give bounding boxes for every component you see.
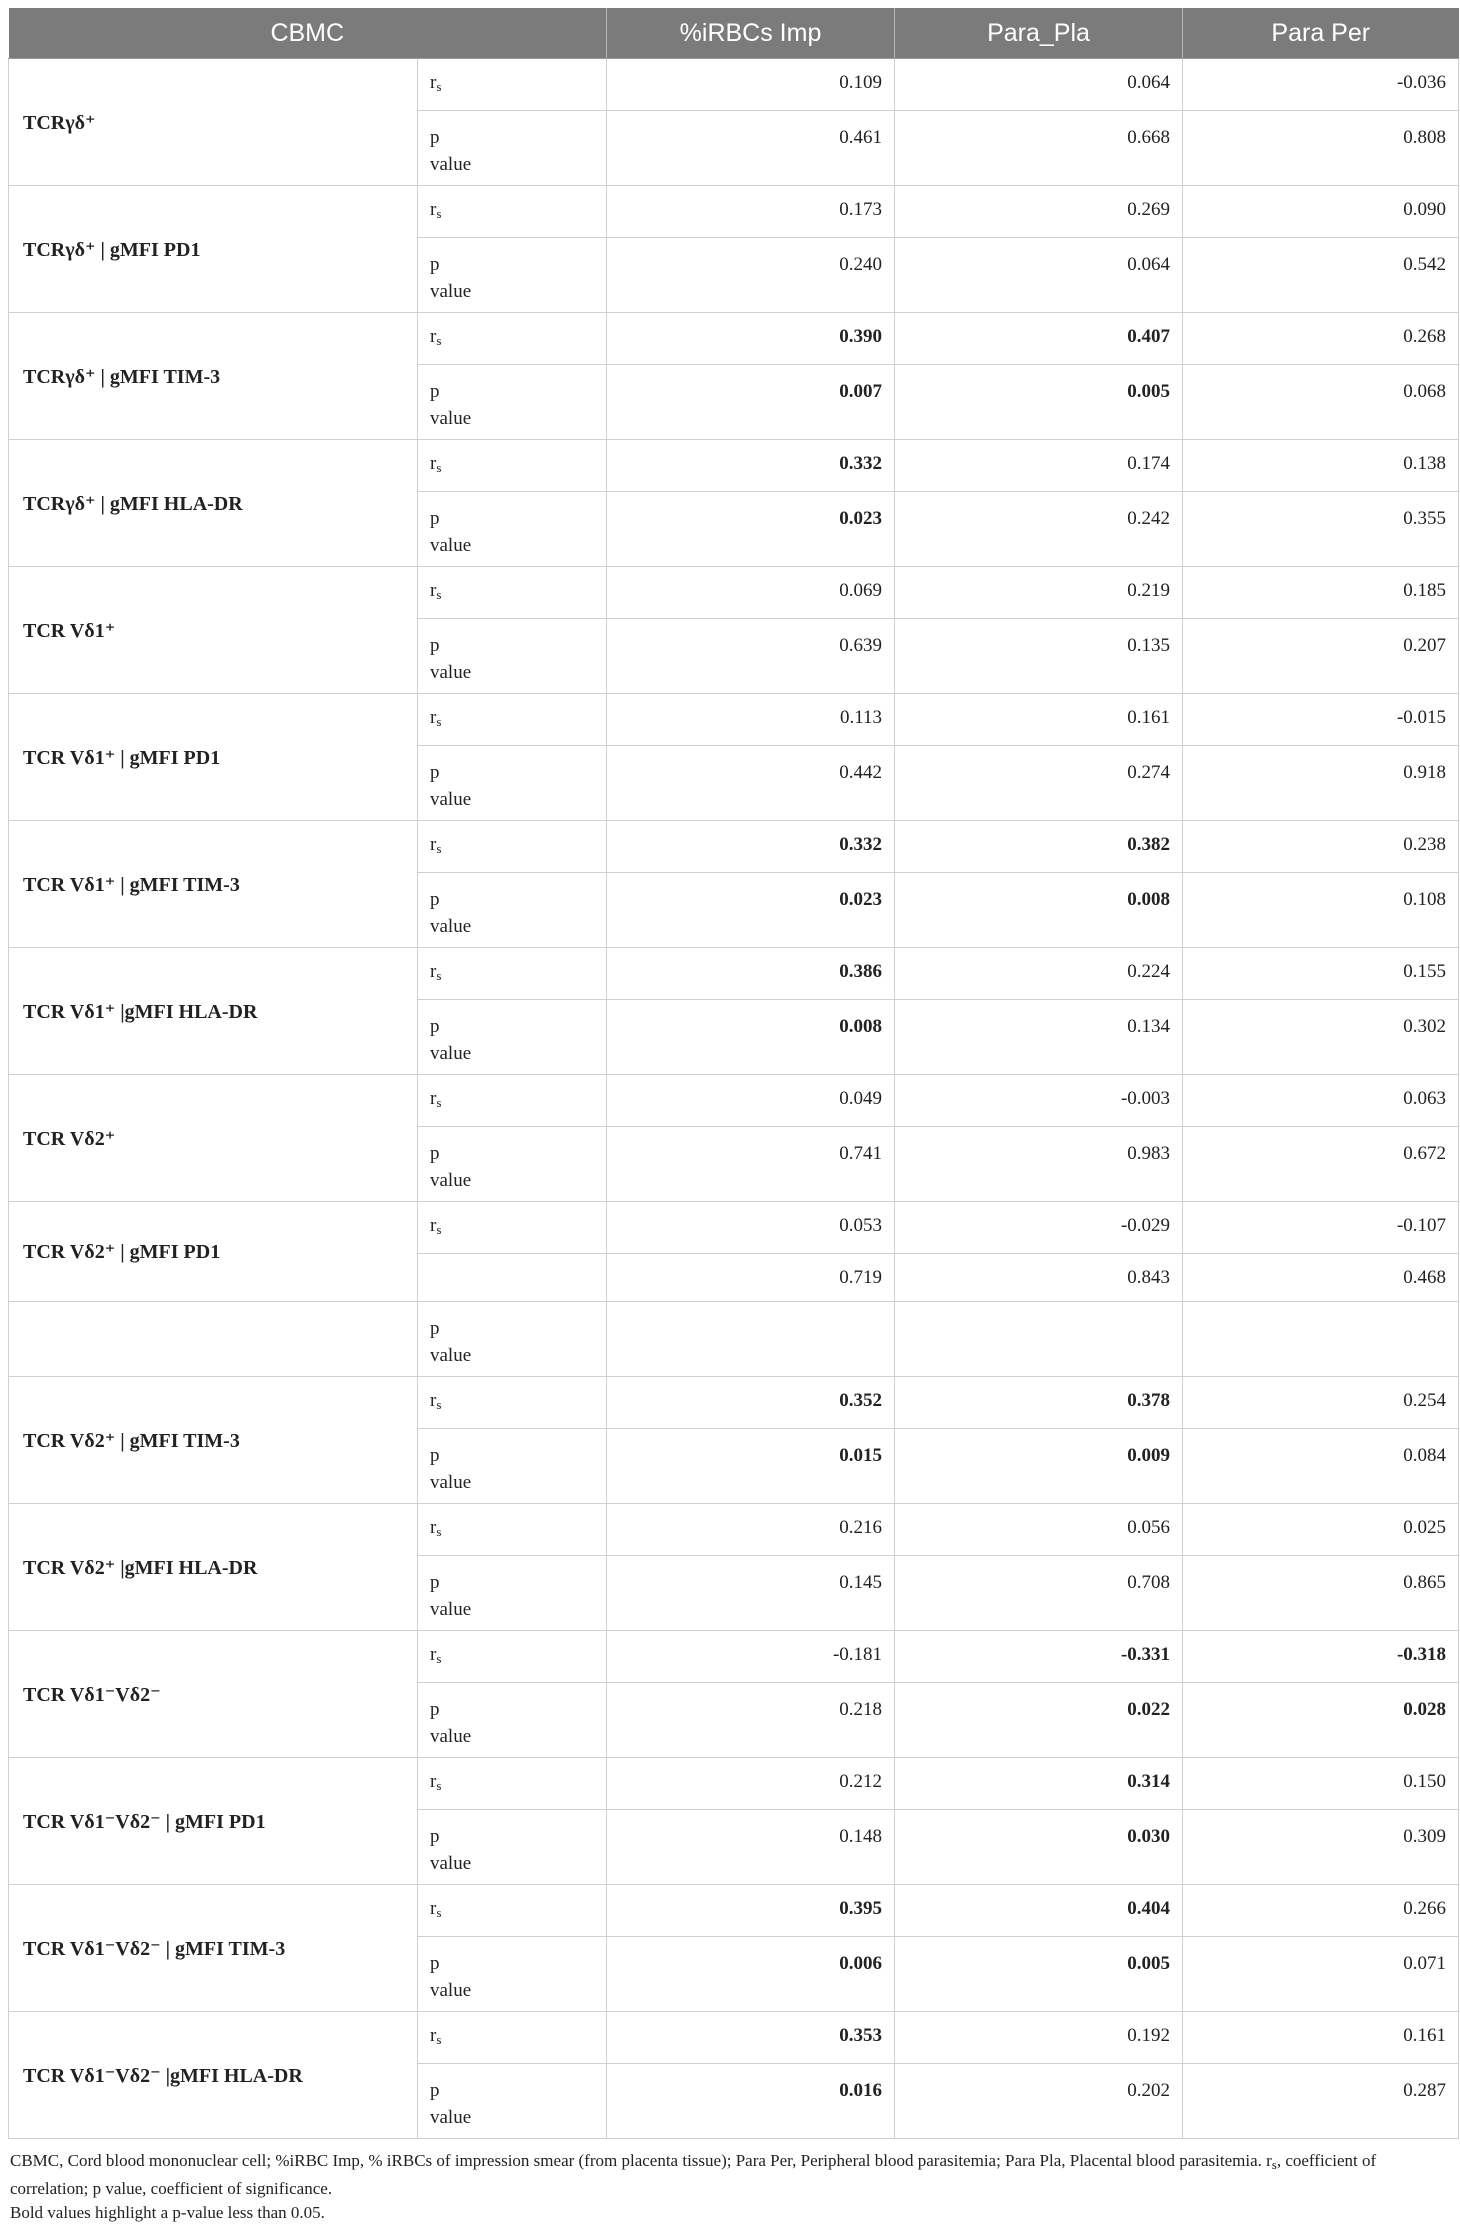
table-row xyxy=(9,440,1459,492)
rs-symbol: r xyxy=(430,834,437,855)
p-value-cell: 0.148 xyxy=(607,1810,895,1885)
p-value-word: value xyxy=(430,1472,472,1493)
rs-value-cell: 0.382 xyxy=(895,821,1183,873)
rs-subscript: s xyxy=(436,841,442,856)
table-row xyxy=(9,694,1459,746)
rs-subscript: s xyxy=(436,968,442,983)
p-value-cell: 0.028 xyxy=(1183,1683,1459,1758)
p-value-cell: 0.005 xyxy=(895,1937,1183,2012)
p-value-cell: 0.005 xyxy=(895,365,1183,440)
p-symbol: p xyxy=(430,381,440,402)
empty-cell xyxy=(607,1302,895,1377)
rs-value-cell: -0.036 xyxy=(1183,59,1459,111)
stat-label-rs xyxy=(418,1631,607,1683)
header-irbcs-imp: %iRBCs Imp xyxy=(607,8,895,59)
p-value-cell: 0.218 xyxy=(607,1683,895,1758)
rs-symbol: r xyxy=(430,961,437,982)
rs-symbol: r xyxy=(430,707,437,728)
p-value-cell: 0.023 xyxy=(607,873,895,948)
stat-label-p xyxy=(418,1000,607,1075)
rs-value-cell: -0.318 xyxy=(1183,1631,1459,1683)
p-symbol: p xyxy=(430,1572,440,1593)
p-value-word: value xyxy=(430,535,472,556)
rs-symbol: r xyxy=(430,1215,437,1236)
p-symbol: p xyxy=(430,635,440,656)
rs-value-cell: 0.386 xyxy=(607,948,895,1000)
rs-value-cell: 0.352 xyxy=(607,1377,895,1429)
p-value-cell: 0.134 xyxy=(895,1000,1183,1075)
stat-label-rs xyxy=(418,821,607,873)
row-label: TCRγδ⁺ | gMFI TIM-3 xyxy=(9,313,418,440)
rs-value-cell: 0.049 xyxy=(607,1075,895,1127)
p-value-cell: 0.068 xyxy=(1183,365,1459,440)
footnote-text-a: CBMC, Cord blood mononuclear cell; %iRBC Imp, % iRBCs of impression smear (from placenta tissue); Para Per, Peripheral blood parasitemia; Para Pla, Placental blood parasitemia. r xyxy=(10,2151,1272,2170)
table-row xyxy=(9,1631,1459,1683)
table-row xyxy=(9,821,1459,873)
p-symbol: p xyxy=(430,1445,440,1466)
p-value-cell: 0.015 xyxy=(607,1429,895,1504)
p-value-cell: 0.008 xyxy=(607,1000,895,1075)
rs-value-cell: 0.155 xyxy=(1183,948,1459,1000)
rs-subscript: s xyxy=(436,206,442,221)
rs-subscript: s xyxy=(436,1222,442,1237)
stat-label-p xyxy=(418,111,607,186)
rs-value-cell: 0.056 xyxy=(895,1504,1183,1556)
rs-value-cell: 0.407 xyxy=(895,313,1183,365)
rs-value-cell: 0.332 xyxy=(607,440,895,492)
row-label: TCRγδ⁺ | gMFI HLA-DR xyxy=(9,440,418,567)
row-label: TCR Vδ1⁺ xyxy=(9,567,418,694)
row-label: TCR Vδ1⁻Vδ2⁻ | gMFI TIM-3 xyxy=(9,1885,418,2012)
rs-subscript: s xyxy=(436,1524,442,1539)
rs-symbol: r xyxy=(430,453,437,474)
p-value-word: value xyxy=(430,662,472,683)
stat-label-rs xyxy=(418,1202,607,1254)
table-container xyxy=(8,8,1458,2225)
table-body xyxy=(9,59,1459,2139)
rs-symbol: r xyxy=(430,1771,437,1792)
rs-value-cell: 0.404 xyxy=(895,1885,1183,1937)
p-value-cell: 0.071 xyxy=(1183,1937,1459,2012)
rs-value-cell: 0.254 xyxy=(1183,1377,1459,1429)
stat-label-rs xyxy=(418,948,607,1000)
rs-subscript: s xyxy=(436,714,442,729)
table-row xyxy=(9,567,1459,619)
p-symbol: p xyxy=(430,127,440,148)
rs-symbol: r xyxy=(430,326,437,347)
table-row xyxy=(9,186,1459,238)
rs-value-cell: 0.216 xyxy=(607,1504,895,1556)
row-label: TCR Vδ2⁺ | gMFI PD1 xyxy=(9,1202,418,1302)
rs-value-cell: 0.090 xyxy=(1183,186,1459,238)
rs-value-cell: 0.224 xyxy=(895,948,1183,1000)
rs-subscript: s xyxy=(436,587,442,602)
p-symbol: p xyxy=(430,1826,440,1847)
rs-symbol: r xyxy=(430,1088,437,1109)
row-label: TCR Vδ2⁺ xyxy=(9,1075,418,1202)
p-symbol: p xyxy=(430,254,440,275)
stat-label-p xyxy=(418,1937,607,2012)
p-value-cell: 0.007 xyxy=(607,365,895,440)
rs-value-cell: 0.173 xyxy=(607,186,895,238)
p-value-cell: 0.274 xyxy=(895,746,1183,821)
table-row xyxy=(9,313,1459,365)
rs-value-cell: 0.161 xyxy=(895,694,1183,746)
footnote-subscript: s xyxy=(1271,2157,1277,2172)
p-symbol: p xyxy=(430,1699,440,1720)
rs-value-cell: 0.268 xyxy=(1183,313,1459,365)
p-value-cell: 0.461 xyxy=(607,111,895,186)
row-label: TCR Vδ1⁻Vδ2⁻ | gMFI PD1 xyxy=(9,1758,418,1885)
row-label: TCR Vδ1⁺ |gMFI HLA-DR xyxy=(9,948,418,1075)
rs-value-cell: 0.266 xyxy=(1183,1885,1459,1937)
rs-subscript: s xyxy=(436,460,442,475)
rs-value-cell: 0.378 xyxy=(895,1377,1183,1429)
row-label: TCR Vδ1⁻Vδ2⁻ |gMFI HLA-DR xyxy=(9,2012,418,2139)
p-value-cell: 0.287 xyxy=(1183,2064,1459,2139)
rs-value-cell: -0.107 xyxy=(1183,1202,1459,1254)
p-value-word: value xyxy=(430,154,472,175)
row-label: TCR Vδ1⁻Vδ2⁻ xyxy=(9,1631,418,1758)
p-value-cell: 0.145 xyxy=(607,1556,895,1631)
rs-value-cell: 0.069 xyxy=(607,567,895,619)
rs-value-cell: 0.138 xyxy=(1183,440,1459,492)
p-value-word: value xyxy=(430,281,472,302)
rs-value-cell: 0.332 xyxy=(607,821,895,873)
rs-subscript: s xyxy=(436,1778,442,1793)
p-value-cell: 0.242 xyxy=(895,492,1183,567)
rs-subscript: s xyxy=(436,1095,442,1110)
row-label: TCR Vδ2⁺ | gMFI TIM-3 xyxy=(9,1377,418,1504)
stat-label-rs xyxy=(418,1075,607,1127)
rs-value-cell: -0.003 xyxy=(895,1075,1183,1127)
p-value-cell: 0.016 xyxy=(607,2064,895,2139)
stat-label-rs xyxy=(418,1377,607,1429)
rs-value-cell: 0.395 xyxy=(607,1885,895,1937)
stat-label-p xyxy=(418,746,607,821)
rs-value-cell: 0.174 xyxy=(895,440,1183,492)
p-value-cell: 0.309 xyxy=(1183,1810,1459,1885)
rs-value-cell: 0.150 xyxy=(1183,1758,1459,1810)
footnote-bold-note: Bold values highlight a p-value less than 0.05. xyxy=(10,2203,325,2222)
rs-value-cell: 0.053 xyxy=(607,1202,895,1254)
p-value-cell: 0.668 xyxy=(895,111,1183,186)
p-value-word: value xyxy=(430,1170,472,1191)
p-value-cell: 0.064 xyxy=(895,238,1183,313)
p-value-cell: 0.865 xyxy=(1183,1556,1459,1631)
p-value-word: value xyxy=(430,789,472,810)
rs-value-cell: 0.219 xyxy=(895,567,1183,619)
p-value-cell: 0.918 xyxy=(1183,746,1459,821)
rs-value-cell: -0.331 xyxy=(895,1631,1183,1683)
rs-symbol: r xyxy=(430,1898,437,1919)
header-para-pla: Para_Pla xyxy=(895,8,1183,59)
rs-subscript: s xyxy=(436,1905,442,1920)
rs-symbol: r xyxy=(430,72,437,93)
rs-value-cell: 0.025 xyxy=(1183,1504,1459,1556)
table-row xyxy=(9,2012,1459,2064)
table-row xyxy=(9,1202,1459,1254)
stat-label-rs xyxy=(418,694,607,746)
rs-symbol: r xyxy=(430,1644,437,1665)
row-label: TCR Vδ2⁺ |gMFI HLA-DR xyxy=(9,1504,418,1631)
correlation-table xyxy=(8,8,1459,2139)
p-value-cell: 0.302 xyxy=(1183,1000,1459,1075)
p-value-word: value xyxy=(430,1599,472,1620)
table-row xyxy=(9,948,1459,1000)
p-value-cell: 0.008 xyxy=(895,873,1183,948)
table-footnote xyxy=(8,2139,1450,2225)
p-symbol: p xyxy=(430,889,440,910)
p-value-cell: 0.808 xyxy=(1183,111,1459,186)
rs-subscript: s xyxy=(436,1651,442,1666)
rs-value-cell: -0.029 xyxy=(895,1202,1183,1254)
footnote-definitions xyxy=(10,2149,1450,2201)
p-value-cell: 0.708 xyxy=(895,1556,1183,1631)
p-value-cell: 0.022 xyxy=(895,1683,1183,1758)
row-label: TCRγδ⁺ | gMFI PD1 xyxy=(9,186,418,313)
rs-value-cell: 0.113 xyxy=(607,694,895,746)
p-value-cell: 0.009 xyxy=(895,1429,1183,1504)
stat-label-p xyxy=(418,1429,607,1504)
rs-symbol: r xyxy=(430,580,437,601)
rs-value-cell: 0.161 xyxy=(1183,2012,1459,2064)
p-value-cell: 0.843 xyxy=(895,1254,1183,1302)
p-value-cell: 0.240 xyxy=(607,238,895,313)
rs-value-cell: -0.181 xyxy=(607,1631,895,1683)
stat-label-rs xyxy=(418,440,607,492)
stat-label-p xyxy=(418,619,607,694)
empty-cell xyxy=(9,1302,418,1377)
rs-subscript: s xyxy=(436,1397,442,1412)
rs-subscript: s xyxy=(436,2032,442,2047)
p-value-cell: 0.983 xyxy=(895,1127,1183,1202)
rs-symbol: r xyxy=(430,2025,437,2046)
rs-value-cell: 0.390 xyxy=(607,313,895,365)
p-symbol: p xyxy=(430,762,440,783)
rs-value-cell: 0.109 xyxy=(607,59,895,111)
stat-label-p xyxy=(418,1810,607,1885)
p-symbol: p xyxy=(430,1143,440,1164)
stat-label-p xyxy=(418,1683,607,1758)
p-value-word: value xyxy=(430,1345,472,1366)
p-value-cell: 0.202 xyxy=(895,2064,1183,2139)
stat-label-p xyxy=(418,2064,607,2139)
p-symbol: p xyxy=(430,1953,440,1974)
p-value-cell: 0.135 xyxy=(895,619,1183,694)
row-label: TCRγδ⁺ xyxy=(9,59,418,186)
p-symbol: p xyxy=(430,508,440,529)
p-value-word: value xyxy=(430,916,472,937)
p-value-cell: 0.108 xyxy=(1183,873,1459,948)
empty-cell xyxy=(1183,1302,1459,1377)
stat-label-empty xyxy=(418,1254,607,1302)
stat-label-rs xyxy=(418,1758,607,1810)
rs-value-cell: 0.063 xyxy=(1183,1075,1459,1127)
table-row xyxy=(9,1758,1459,1810)
table-row xyxy=(9,1504,1459,1556)
stat-label-p xyxy=(418,365,607,440)
stat-label-rs xyxy=(418,59,607,111)
table-row xyxy=(9,59,1459,111)
row-label: TCR Vδ1⁺ | gMFI TIM-3 xyxy=(9,821,418,948)
stat-label-p xyxy=(418,1127,607,1202)
rs-value-cell: 0.238 xyxy=(1183,821,1459,873)
rs-symbol: r xyxy=(430,1517,437,1538)
row-label: TCR Vδ1⁺ | gMFI PD1 xyxy=(9,694,418,821)
p-value-cell: 0.030 xyxy=(895,1810,1183,1885)
rs-value-cell: -0.015 xyxy=(1183,694,1459,746)
p-value-cell: 0.355 xyxy=(1183,492,1459,567)
p-value-cell: 0.006 xyxy=(607,1937,895,2012)
footnote-text-b: , coefficient of correlation; p value, coefficient of significance. xyxy=(10,2151,1377,2198)
stat-label-rs xyxy=(418,1885,607,1937)
p-value-word: value xyxy=(430,1980,472,2001)
p-symbol: p xyxy=(430,1318,440,1339)
stat-label-p xyxy=(418,873,607,948)
stat-label-p xyxy=(418,1556,607,1631)
p-value-word: value xyxy=(430,408,472,429)
rs-symbol: r xyxy=(430,199,437,220)
rs-value-cell: 0.212 xyxy=(607,1758,895,1810)
rs-subscript: s xyxy=(436,79,442,94)
p-value-cell: 0.023 xyxy=(607,492,895,567)
rs-value-cell: 0.185 xyxy=(1183,567,1459,619)
p-value-cell: 0.672 xyxy=(1183,1127,1459,1202)
p-symbol: p xyxy=(430,1016,440,1037)
p-value-word: value xyxy=(430,1853,472,1874)
p-value-cell: 0.468 xyxy=(1183,1254,1459,1302)
rs-symbol: r xyxy=(430,1390,437,1411)
header-cbmc: CBMC xyxy=(9,8,607,59)
p-value-cell: 0.207 xyxy=(1183,619,1459,694)
p-value-cell: 0.442 xyxy=(607,746,895,821)
stat-label-p xyxy=(418,492,607,567)
p-value-cell: 0.084 xyxy=(1183,1429,1459,1504)
rs-value-cell: 0.269 xyxy=(895,186,1183,238)
p-value-word: value xyxy=(430,1043,472,1064)
rs-subscript: s xyxy=(436,333,442,348)
stat-label-rs xyxy=(418,186,607,238)
empty-cell xyxy=(895,1302,1183,1377)
table-row xyxy=(9,1075,1459,1127)
header-para-per: Para Per xyxy=(1183,8,1459,59)
stat-label-rs xyxy=(418,1504,607,1556)
stat-label-p xyxy=(418,1302,607,1377)
table-row xyxy=(9,1302,1459,1377)
rs-value-cell: 0.353 xyxy=(607,2012,895,2064)
table-header-row xyxy=(9,8,1459,59)
stat-label-rs xyxy=(418,567,607,619)
stat-label-rs xyxy=(418,2012,607,2064)
p-value-cell: 0.741 xyxy=(607,1127,895,1202)
p-value-cell: 0.719 xyxy=(607,1254,895,1302)
table-row xyxy=(9,1885,1459,1937)
stat-label-rs xyxy=(418,313,607,365)
rs-value-cell: 0.064 xyxy=(895,59,1183,111)
stat-label-p xyxy=(418,238,607,313)
p-value-word: value xyxy=(430,2107,472,2128)
rs-value-cell: 0.314 xyxy=(895,1758,1183,1810)
p-value-cell: 0.542 xyxy=(1183,238,1459,313)
p-symbol: p xyxy=(430,2080,440,2101)
table-row xyxy=(9,1377,1459,1429)
p-value-cell: 0.639 xyxy=(607,619,895,694)
rs-value-cell: 0.192 xyxy=(895,2012,1183,2064)
p-value-word: value xyxy=(430,1726,472,1747)
